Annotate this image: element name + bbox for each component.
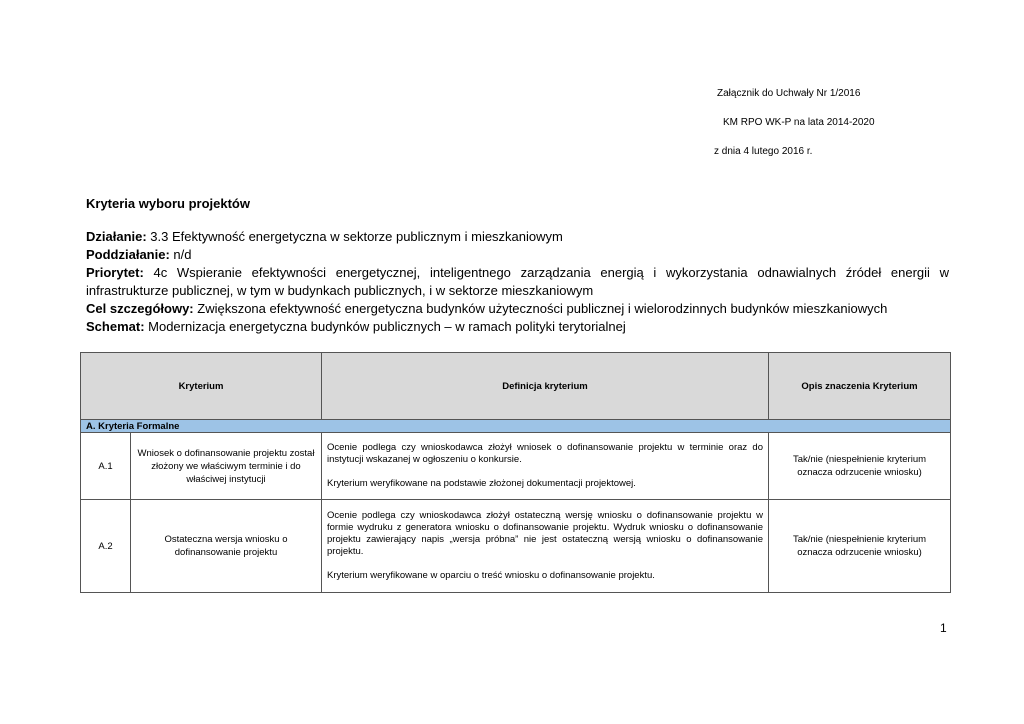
header-definicja: Definicja kryterium	[322, 353, 769, 420]
verification-text: Kryterium weryfikowane na podstawie złożonej dokumentacji projektowej.	[327, 478, 636, 489]
header-opis: Opis znaczenia Kryterium	[769, 353, 951, 420]
dzialanie-value: 3.3 Efektywność energetyczna w sektorze publicznym i mieszkaniowym	[146, 229, 563, 244]
section-row	[81, 420, 951, 433]
dzialanie-row	[86, 228, 949, 246]
cel-row	[86, 300, 949, 318]
definition-text: Ocenie podlega czy wnioskodawca złożył ostateczną wersję wniosku o dofinansowanie projektu w formie wydruku z generatora wniosku o dofinansowanie projektu. Wydruk wniosku o dofinansowanie projektu zawierający napis „wersja próbna” nie jest ostateczną wersją wniosku o dofinansowanie projektu.	[327, 510, 763, 557]
poddzialanie-label: Poddziałanie:	[86, 247, 170, 262]
schemat-label: Schemat:	[86, 319, 145, 334]
header-kryterium: Kryterium	[81, 353, 322, 420]
definition-text: Ocenie podlega czy wnioskodawca złożył wniosek o dofinansowanie projektu w terminie oraz do instytucji wskazanej w ogłoszeniu o konkursie.	[327, 442, 763, 465]
criterion-id: A.2	[81, 500, 131, 593]
criterion-definition	[322, 433, 769, 500]
criterion-name: Wniosek o dofinansowanie projektu został złożony we właściwym terminie i do właściwej instytucji	[131, 433, 322, 500]
criterion-id: A.1	[81, 433, 131, 500]
cel-label: Cel szczegółowy:	[86, 301, 194, 316]
criterion-name: Ostateczna wersja wniosku o dofinansowanie projektu	[131, 500, 322, 593]
committee-line: KM RPO WK-P na lata 2014-2020	[723, 117, 875, 128]
schemat-value: Modernizacja energetyczna budynków publicznych – w ramach polityki terytorialnej	[144, 319, 626, 334]
table-row	[81, 433, 951, 500]
table-header-row	[81, 353, 951, 420]
verification-text: Kryterium weryfikowane w oparciu o treść wniosku o dofinansowanie projektu.	[327, 570, 655, 581]
poddzialanie-row	[86, 246, 949, 264]
priorytet-value: 4c Wspieranie efektywności energetycznej, inteligentnego zarządzania energią i wykorzystania odnawialnych źródeł energii w infrastrukturze publicznej, w tym w budynkach publicznych, i w sektorze mieszkaniowym	[86, 265, 949, 298]
document-title: Kryteria wyboru projektów	[86, 196, 250, 211]
priorytet-label: Priorytet:	[86, 265, 144, 280]
criterion-meaning: Tak/nie (niespełnienie kryterium oznacza odrzucenie wniosku)	[769, 433, 951, 500]
poddzialanie-value: n/d	[169, 247, 192, 262]
schemat-row	[86, 318, 949, 336]
page-number: 1	[940, 621, 947, 635]
dzialanie-label: Działanie:	[86, 229, 147, 244]
date-line: z dnia 4 lutego 2016 r.	[714, 146, 813, 157]
cel-value: Zwiększona efektywność energetyczna budynków użyteczności publicznej i wielorodzinnych budynków mieszkaniowych	[193, 301, 888, 316]
priorytet-row	[86, 264, 949, 300]
table-row	[81, 500, 951, 593]
criteria-table	[80, 352, 951, 593]
criterion-definition	[322, 500, 769, 593]
section-title: A. Kryteria Formalne	[81, 420, 951, 433]
criterion-meaning: Tak/nie (niespełnienie kryterium oznacza odrzucenie wniosku)	[769, 500, 951, 593]
attachment-line: Załącznik do Uchwały Nr 1/2016	[717, 88, 861, 99]
